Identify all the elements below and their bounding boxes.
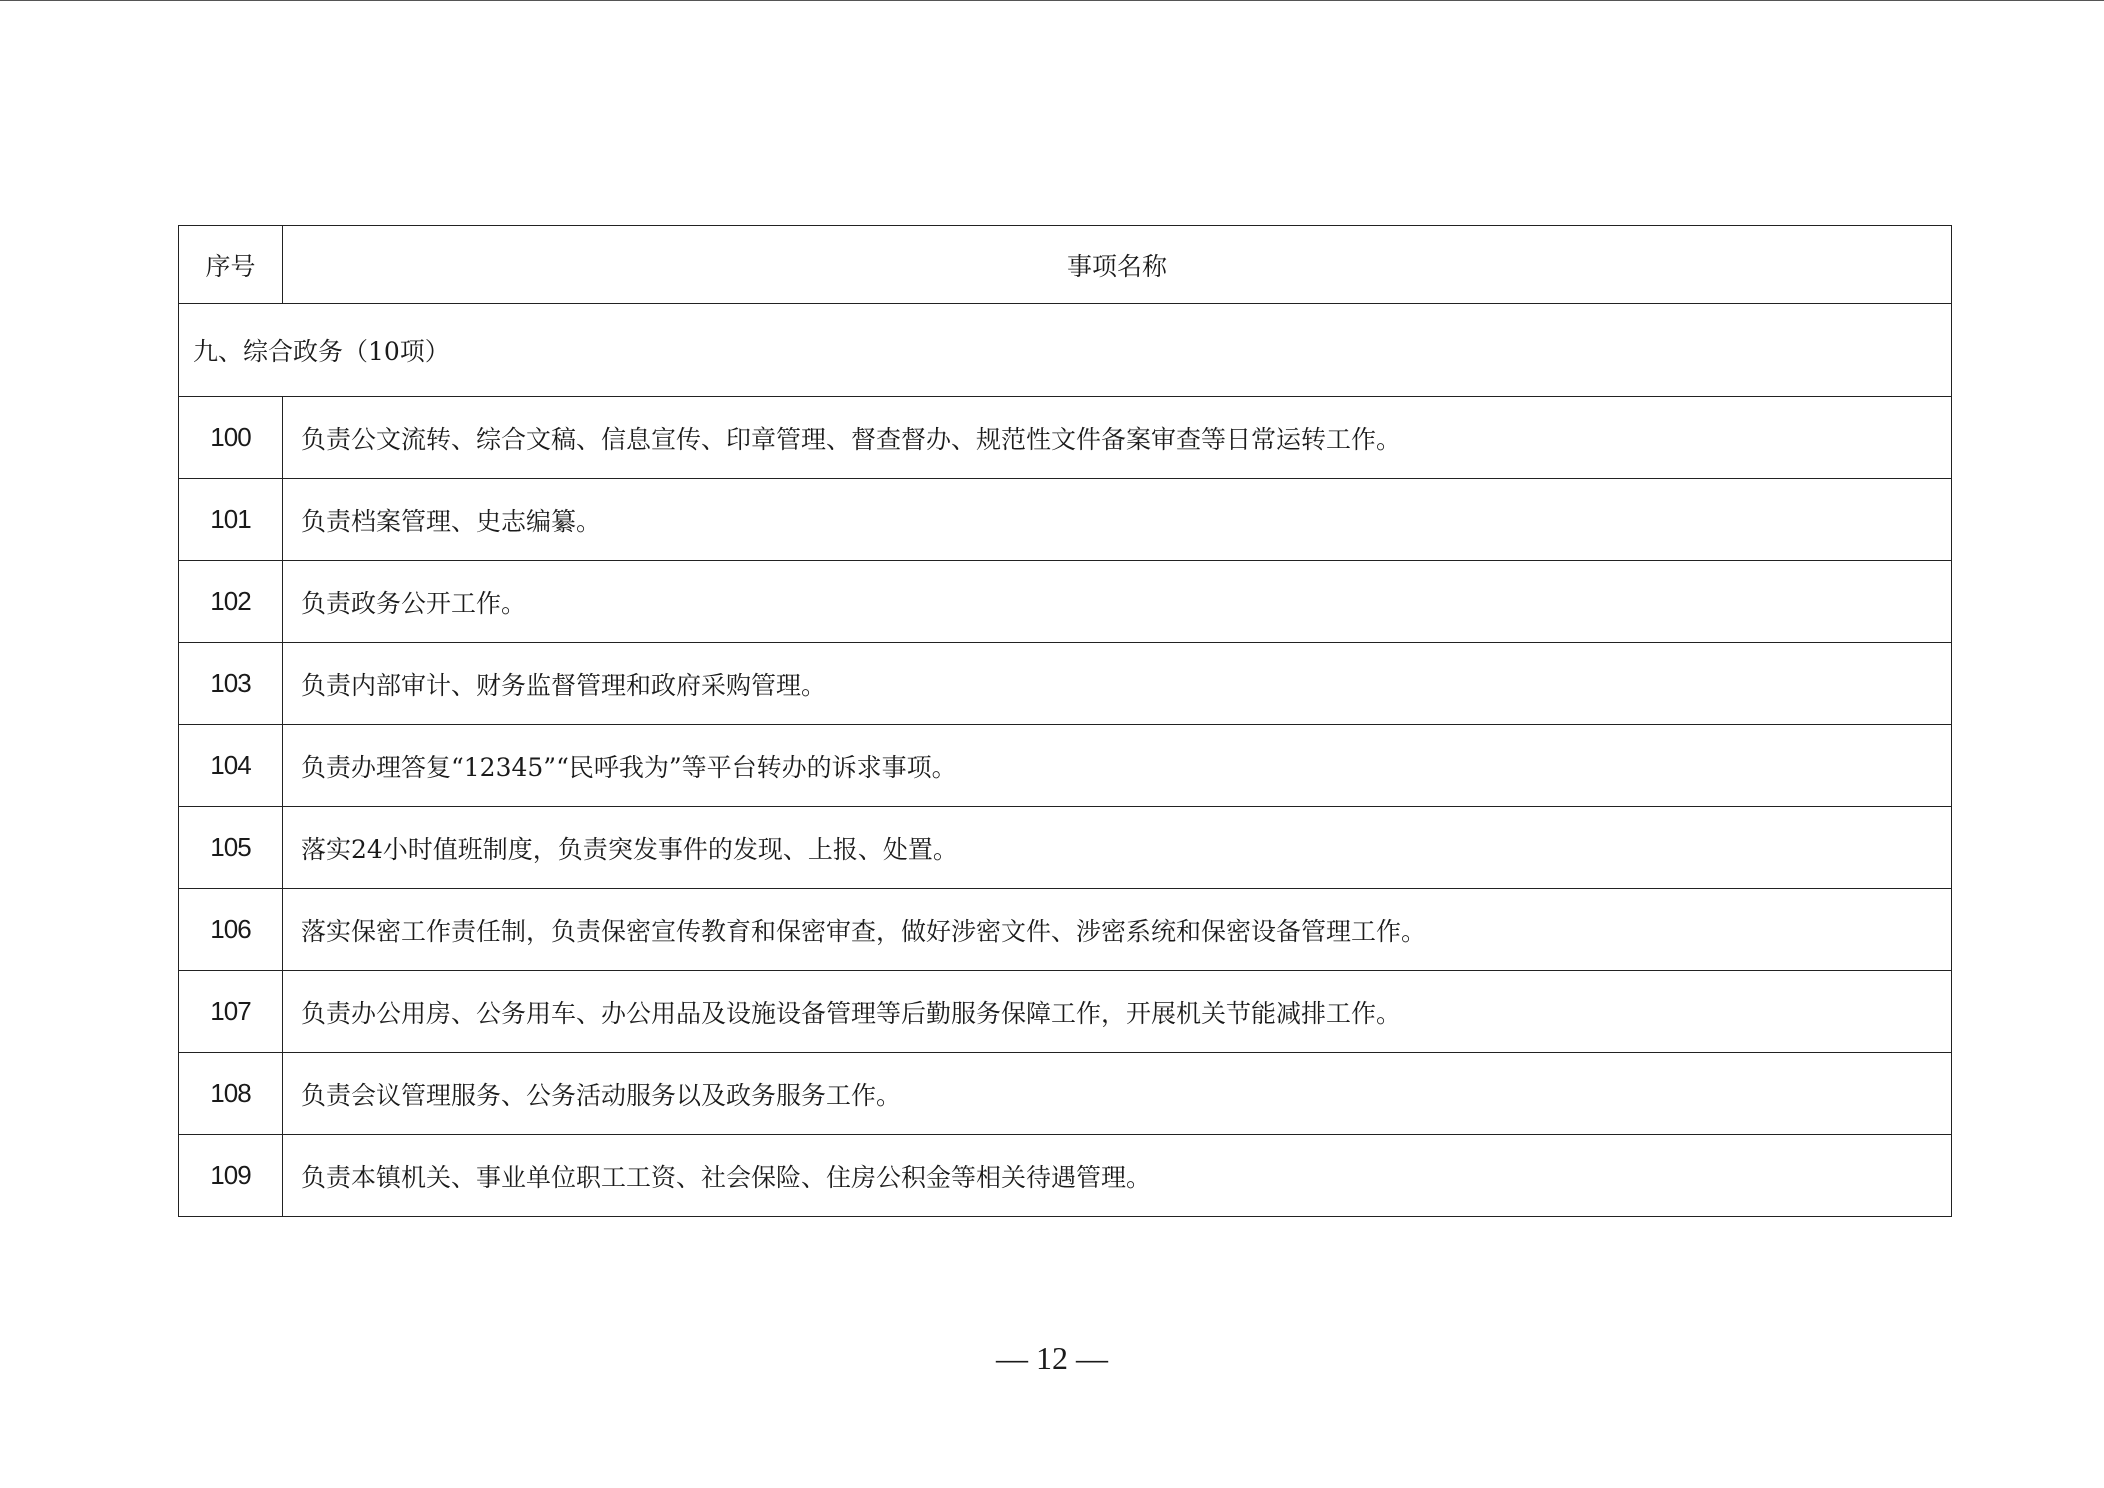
row-seq: 104 xyxy=(179,725,283,807)
row-name: 负责内部审计、财务监督管理和政府采购管理。 xyxy=(283,643,1952,725)
table-row xyxy=(179,397,1952,479)
header-seq: 序号 xyxy=(179,226,283,304)
section-row xyxy=(179,304,1952,397)
page-top-border xyxy=(0,0,2104,1)
row-name: 负责办公用房、公务用车、办公用品及设施设备管理等后勤服务保障工作，开展机关节能减排工作。 xyxy=(283,971,1952,1053)
page-number: — 12 — xyxy=(996,1340,1108,1376)
table-row xyxy=(179,971,1952,1053)
table-row xyxy=(179,1053,1952,1135)
section-title: 九、综合政务（10项） xyxy=(179,304,1952,397)
row-name: 负责会议管理服务、公务活动服务以及政务服务工作。 xyxy=(283,1053,1952,1135)
row-seq: 105 xyxy=(179,807,283,889)
row-name: 负责公文流转、综合文稿、信息宣传、印章管理、督查督办、规范性文件备案审查等日常运转工作。 xyxy=(283,397,1952,479)
row-seq: 106 xyxy=(179,889,283,971)
row-name: 负责本镇机关、事业单位职工工资、社会保险、住房公积金等相关待遇管理。 xyxy=(283,1135,1952,1217)
table-header-row xyxy=(179,226,1952,304)
row-name: 落实24小时值班制度，负责突发事件的发现、上报、处置。 xyxy=(283,807,1952,889)
row-seq: 100 xyxy=(179,397,283,479)
row-seq: 107 xyxy=(179,971,283,1053)
row-seq: 108 xyxy=(179,1053,283,1135)
row-seq: 101 xyxy=(179,479,283,561)
table-row xyxy=(179,1135,1952,1217)
row-name: 落实保密工作责任制，负责保密宣传教育和保密审查，做好涉密文件、涉密系统和保密设备管理工作。 xyxy=(283,889,1952,971)
row-seq: 103 xyxy=(179,643,283,725)
row-name: 负责档案管理、史志编纂。 xyxy=(283,479,1952,561)
header-name: 事项名称 xyxy=(283,226,1952,304)
row-seq: 109 xyxy=(179,1135,283,1217)
table-row xyxy=(179,479,1952,561)
table-row xyxy=(179,725,1952,807)
row-name: 负责政务公开工作。 xyxy=(283,561,1952,643)
table-row xyxy=(179,889,1952,971)
responsibility-table xyxy=(178,225,1952,1217)
table-row xyxy=(179,643,1952,725)
row-name: 负责办理答复“12345”“民呼我为”等平台转办的诉求事项。 xyxy=(283,725,1952,807)
table-row xyxy=(179,807,1952,889)
table-row xyxy=(179,561,1952,643)
row-seq: 102 xyxy=(179,561,283,643)
